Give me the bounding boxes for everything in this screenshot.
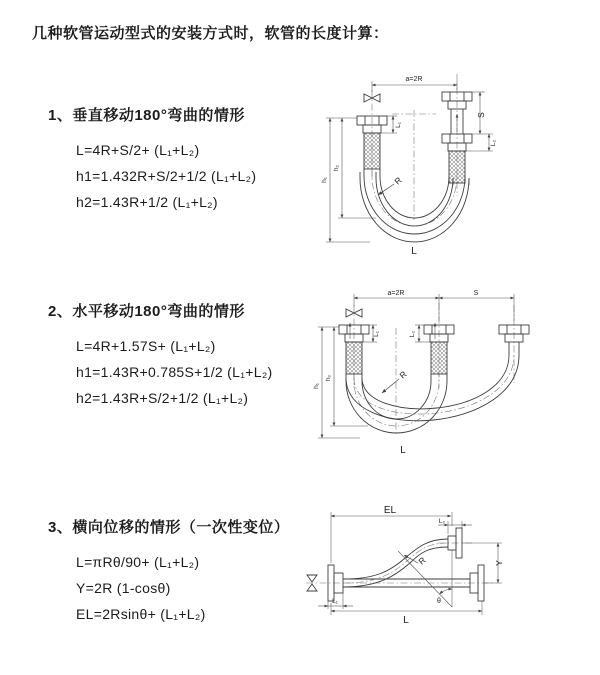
dim-label-h1: h₁ (321, 177, 328, 183)
formula-Y: Y=2R (1-cosθ) (76, 580, 171, 596)
length-label: L (400, 445, 406, 456)
section-horizontal-180 (48, 300, 273, 411)
formula-h2: h2=1.43R+1/2 (L₁+L₂) (76, 194, 218, 210)
formula-h2: h2=1.43R+S/2+1/2 (L₁+L₂) (76, 390, 249, 406)
dim-label-h1: h₁ (313, 383, 320, 389)
dim-label-l1: L₁ (395, 122, 402, 128)
dim-label-a2r: a=2R (405, 76, 423, 83)
formula-h1: h1=1.432R+S/2+1/2 (L₁+L₂) (76, 168, 257, 184)
angle-label: θ (437, 598, 441, 605)
section-heading: 1、垂直移动180°弯曲的情形 (48, 107, 245, 124)
formula-L: L=4R+1.57S+ (L₁+L₂) (76, 338, 216, 354)
dim-label-l2: L₂ (438, 518, 445, 525)
formula-list (76, 549, 289, 627)
hose-and-fittings (357, 92, 472, 242)
formula-L: L=4R+S/2+ (L₁+L₂) (76, 142, 200, 158)
dim-label-s: S (473, 290, 479, 297)
formula-h1: h1=1.43R+0.785S+1/2 (L₁+L₂) (76, 364, 273, 380)
dim-label-h2: h₂ (333, 164, 340, 172)
hose-and-fittings (307, 528, 484, 607)
dim-label-a2r: a=2R (387, 290, 405, 297)
dim-label-l1: L₁ (332, 598, 338, 605)
radius-label: R (416, 554, 428, 567)
dim-label-h2: h₂ (325, 374, 332, 382)
hose-and-fittings (339, 309, 529, 433)
dim-label-l2: L₂ (490, 139, 497, 147)
section-heading: 2、水平移动180°弯曲的情形 (48, 303, 245, 320)
diagram-vertical-180-bend (312, 68, 592, 260)
formula-EL: EL=2Rsinθ+ (L₁+L₂) (76, 606, 206, 622)
formula-list (76, 333, 273, 411)
dim-label-y: Y (494, 560, 504, 566)
section-vertical-180 (48, 104, 256, 215)
formula-L: L=πRθ/90+ (L₁+L₂) (76, 554, 200, 570)
centerlines (372, 74, 457, 226)
dim-label-s: S (476, 112, 486, 118)
page-title: 几种软管运动型式的安装方式时，软管的长度计算： (32, 25, 389, 42)
section-heading: 3、横向位移的情形（一次性变位） (48, 519, 290, 536)
dim-label-el: EL (383, 505, 397, 516)
dim-label-l1: L₁ (373, 331, 380, 337)
length-label: L (411, 246, 417, 257)
radius-label: R (392, 174, 404, 187)
diagram-lateral-displacement (298, 503, 598, 640)
diagram-horizontal-180-bend (308, 283, 593, 458)
section-lateral-displacement (48, 516, 289, 627)
dim-label-l2: L₂ (409, 330, 416, 338)
radius-label: R (397, 368, 409, 381)
formula-list (76, 137, 256, 215)
dim-label-l: L (403, 615, 409, 626)
